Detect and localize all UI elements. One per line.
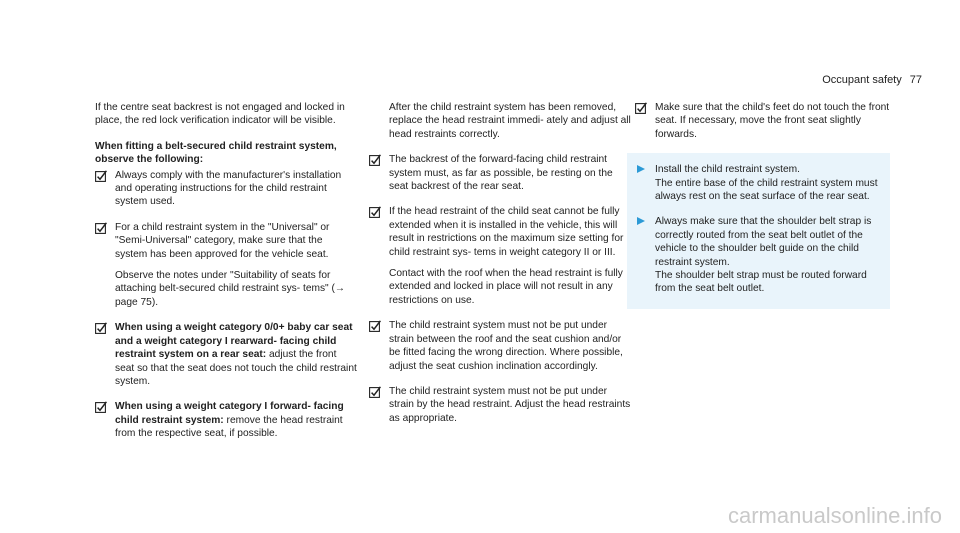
checkbox-check-icon [95, 222, 107, 234]
checklist-text: Make sure that the child's feet do not touch the front seat. If necessary, move the front seat slightly forwards. [655, 102, 890, 140]
checklist-text: For a child restraint system in the "Universal" or "Semi-Universal" category, make sure that the system has been approved for the vehicle seat. [115, 221, 330, 260]
step-note: The entire base of the child restraint system must always rest on the seat surface of the rear seat. [655, 177, 878, 203]
checklist-note: Contact with the roof when the head restraint is fully extended and locked in place will not result in any restrictions on use. [389, 268, 623, 306]
checklist-note: Observe the notes under "Suitability of seats for attaching belt-secured child restraint sys- tems" (→ page 75). [115, 270, 346, 308]
triangle-right-icon [637, 217, 645, 225]
column-3 [635, 101, 890, 309]
step-text: Install the child restraint system. [655, 164, 800, 176]
triangle-right-icon [637, 165, 645, 173]
page-header [822, 74, 922, 86]
column-2 [369, 101, 631, 437]
column-1 [95, 101, 357, 453]
section-title: Occupant safety [822, 74, 902, 86]
checklist-bold-lead: When using a weight category 0/0+ baby car seat and a weight category I rearward- facing child restraint system on a rear seat: [115, 322, 353, 361]
checklist-item [369, 205, 631, 307]
checklist-item [95, 221, 357, 309]
checklist-body: remove the head restraint from the respective seat, if possible. [115, 414, 343, 440]
checklist-bold-lead: When using a weight category I forward- facing child restraint system: [115, 401, 344, 426]
checklist-body: adjust the front seat so that the seat does not touch the child restraint system. [115, 349, 357, 387]
checkbox-check-icon [95, 401, 107, 413]
step-text: Always make sure that the shoulder belt strap is correctly routed from the seat belt outlet of the vehicle to the shoulder belt guide on the child restraint system. [655, 216, 872, 268]
checkbox-check-icon [369, 320, 381, 332]
checklist-text: If the head restraint of the child seat cannot be fully extended when it is installed in the vehicle, this will result in restrictions on the maximum size setting for child restraint sys- tems in weight category II or III. [389, 206, 624, 258]
intro-paragraph: After the child restraint system has been removed, replace the head restraint immedi- ately and adjust all head restraints correctly. [389, 102, 631, 140]
watermark: carmanualsonline.info [727, 503, 942, 528]
checklist-item [369, 153, 631, 193]
checkbox-check-icon [369, 154, 381, 166]
checkbox-check-icon [95, 322, 107, 334]
checklist-item [369, 385, 631, 425]
checklist-text: The child restraint system must not be put under strain between the roof and the seat cushion and/or be fitted facing the wrong direction. Where possible, adjust the seat cushion inclination accordingly. [389, 320, 623, 372]
checkbox-check-icon [635, 102, 647, 114]
checklist-item [95, 321, 357, 388]
step-note: The shoulder belt strap must be routed forward from the seat belt outlet. [655, 270, 867, 295]
checklist-item [635, 101, 890, 141]
instruction-box [627, 153, 890, 309]
checklist-text: The backrest of the forward-facing child restraint system must, as far as possible, be resting on the seat backrest of the rear seat. [389, 154, 613, 193]
checklist-text: The child restraint system must not be put under strain by the head restraint. Adjust the head restraints as appropriate. [389, 385, 631, 424]
checkbox-check-icon [95, 170, 107, 182]
section-heading: When fitting a belt-secured child restraint system, observe the following: [95, 140, 337, 166]
checklist-text: Always comply with the manufacturer's installation and operating instructions for the child restraint system used. [115, 169, 342, 208]
checklist-text [115, 400, 357, 440]
page-number: 77 [909, 74, 922, 86]
checklist-item [369, 319, 631, 373]
checklist-text [115, 321, 357, 388]
checkbox-check-icon [369, 386, 381, 398]
instruction-step [635, 215, 882, 295]
checkbox-check-icon [369, 206, 381, 218]
intro-paragraph: If the centre seat backrest is not engaged and locked in place, the red lock verification indicator will be visible. [95, 102, 345, 127]
checklist-item [95, 400, 357, 440]
instruction-step [635, 163, 882, 203]
checklist-item [95, 169, 357, 209]
